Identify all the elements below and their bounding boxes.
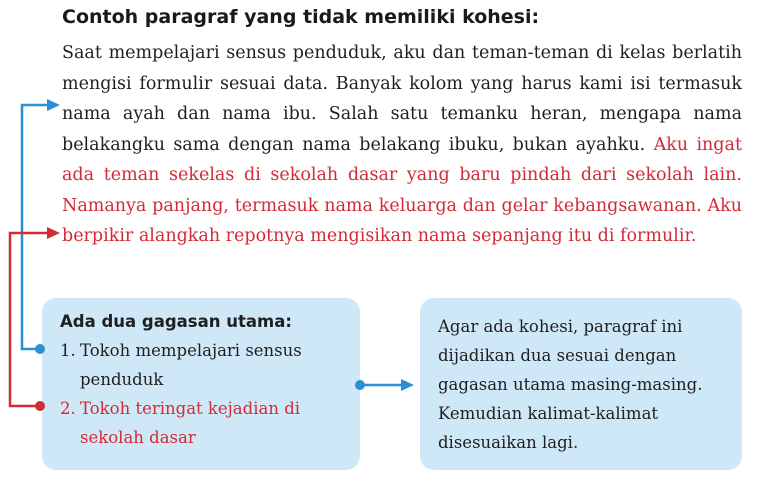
box-link-arrow	[355, 379, 414, 391]
advice-text: Agar ada kohesi, paragraf ini dijadikan dua sesuai dengan gagasan utama masing-masing. Kemudian kalimat-kalimat disesuaikan lagi.	[438, 317, 703, 452]
red-connector-arrow	[10, 227, 60, 411]
paragraph-part-1: Saat mempelajari sensus penduduk, aku dan teman-teman di kelas berlatih mengisi formulir sesuai data. Banyak kolom yang harus kami isi termasuk nama ayah dan nama ibu. Salah satu temanku heran, mengapa nama belakangku sama dengan nama belakang ibuku, bukan ayahku.	[62, 43, 742, 155]
page-title: Contoh paragraf yang tidak memiliki kohesi:	[62, 6, 540, 28]
paragraph-part-2: Aku ingat ada teman sekelas di sekolah dasar yang baru pindah dari sekolah lain. Namanya panjang, termasuk nama keluarga dan gelar kebangsawanan. Aku berpikir alangkah repotnya mengisikan nama sepanjang itu di formulir.	[62, 134, 742, 246]
blue-connector-arrow	[22, 99, 60, 354]
main-idea-text: Tokoh mempelajari sensus penduduk	[80, 341, 302, 389]
main-ideas-title: Ada dua gagasan utama:	[60, 312, 292, 331]
main-idea-number: 1.	[60, 341, 76, 360]
main-idea-number: 2.	[60, 399, 76, 418]
main-idea-text: Tokoh teringat kejadian di sekolah dasar	[80, 399, 301, 447]
